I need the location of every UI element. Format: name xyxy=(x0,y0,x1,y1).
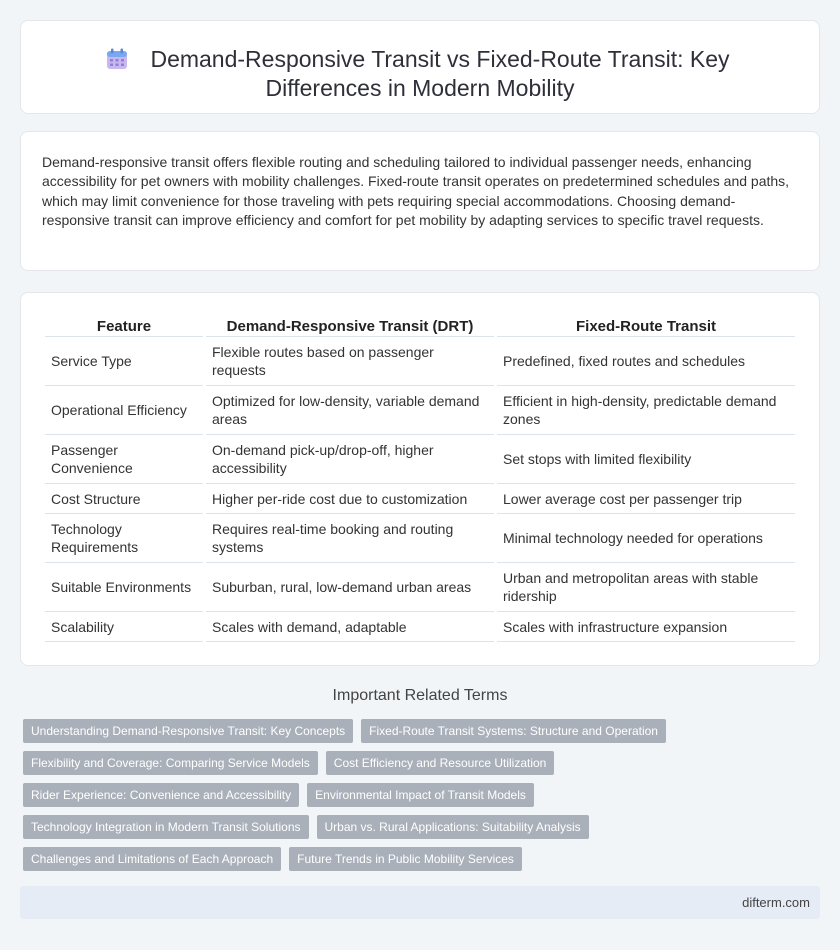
intro-card xyxy=(20,131,820,271)
comparison-card xyxy=(20,292,820,666)
related-term-tag[interactable]: Challenges and Limitations of Each Approach xyxy=(23,847,281,871)
comparison-table xyxy=(42,315,798,642)
related-term-tag[interactable]: Environmental Impact of Transit Models xyxy=(307,783,534,807)
related-term-tag[interactable]: Urban vs. Rural Applications: Suitability Analysis xyxy=(317,815,589,839)
page-title-line-1: Demand-Responsive Transit vs Fixed-Route Transit: Key xyxy=(150,46,730,72)
table-row xyxy=(45,337,795,386)
row-drt: On-demand pick-up/drop-off, higher accessibility xyxy=(206,435,494,484)
row-drt: Optimized for low-density, variable demand areas xyxy=(206,386,494,435)
row-fixed: Set stops with limited flexibility xyxy=(497,435,795,484)
row-fixed: Predefined, fixed routes and schedules xyxy=(497,337,795,386)
table-row xyxy=(45,563,795,612)
header-fixed-route: Fixed-Route Transit xyxy=(497,315,795,337)
header-drt: Demand-Responsive Transit (DRT) xyxy=(206,315,494,337)
related-term-tag[interactable]: Future Trends in Public Mobility Services xyxy=(289,847,522,871)
related-term-tag[interactable]: Fixed-Route Transit Systems: Structure and Operation xyxy=(361,719,666,743)
footer xyxy=(20,886,820,919)
row-drt: Flexible routes based on passenger requests xyxy=(206,337,494,386)
row-feature: Suitable Environments xyxy=(45,563,203,612)
table-row xyxy=(45,484,795,514)
row-drt: Higher per-ride cost due to customization xyxy=(206,484,494,514)
table-row xyxy=(45,386,795,435)
row-feature: Technology Requirements xyxy=(45,514,203,563)
row-feature: Passenger Convenience xyxy=(45,435,203,484)
table-header-row xyxy=(45,315,795,337)
row-feature: Service Type xyxy=(45,337,203,386)
row-fixed: Minimal technology needed for operations xyxy=(497,514,795,563)
row-feature: Cost Structure xyxy=(45,484,203,514)
table-row xyxy=(45,514,795,563)
table-row xyxy=(45,435,795,484)
page-title-line-2: Differences in Modern Mobility xyxy=(265,75,575,101)
page-title xyxy=(21,45,819,103)
related-terms-title: Important Related Terms xyxy=(332,687,508,704)
related-term-tag[interactable]: Understanding Demand-Responsive Transit: Key Concepts xyxy=(23,719,353,743)
row-fixed: Lower average cost per passenger trip xyxy=(497,484,795,514)
row-fixed: Efficient in high-density, predictable demand zones xyxy=(497,386,795,435)
site-link[interactable]: difterm.com xyxy=(742,895,810,910)
related-term-tag[interactable]: Technology Integration in Modern Transit Solutions xyxy=(23,815,309,839)
row-feature: Operational Efficiency xyxy=(45,386,203,435)
row-feature: Scalability xyxy=(45,612,203,642)
related-term-tag[interactable]: Rider Experience: Convenience and Accessibility xyxy=(23,783,299,807)
header-feature: Feature xyxy=(45,315,203,337)
related-term-tag[interactable]: Cost Efficiency and Resource Utilization xyxy=(326,751,555,775)
header-card xyxy=(20,20,820,114)
row-drt: Suburban, rural, low-demand urban areas xyxy=(206,563,494,612)
row-drt: Requires real-time booking and routing systems xyxy=(206,514,494,563)
row-fixed: Scales with infrastructure expansion xyxy=(497,612,795,642)
row-fixed: Urban and metropolitan areas with stable ridership xyxy=(497,563,795,612)
row-drt: Scales with demand, adaptable xyxy=(206,612,494,642)
related-terms-list xyxy=(23,719,823,879)
table-row xyxy=(45,612,795,642)
intro-paragraph: Demand-responsive transit offers flexible routing and scheduling tailored to individual passenger needs, enhancing accessibility for pet owners with mobility challenges. Fixed-route transit operates on predetermined schedules and paths, which may limit convenience for those traveling with pets requiring special accommodations. Choosing demand-responsive transit can improve efficiency and comfort for pet mobility by adapting services to specific travel requests. xyxy=(42,154,790,229)
related-term-tag[interactable]: Flexibility and Coverage: Comparing Service Models xyxy=(23,751,318,775)
